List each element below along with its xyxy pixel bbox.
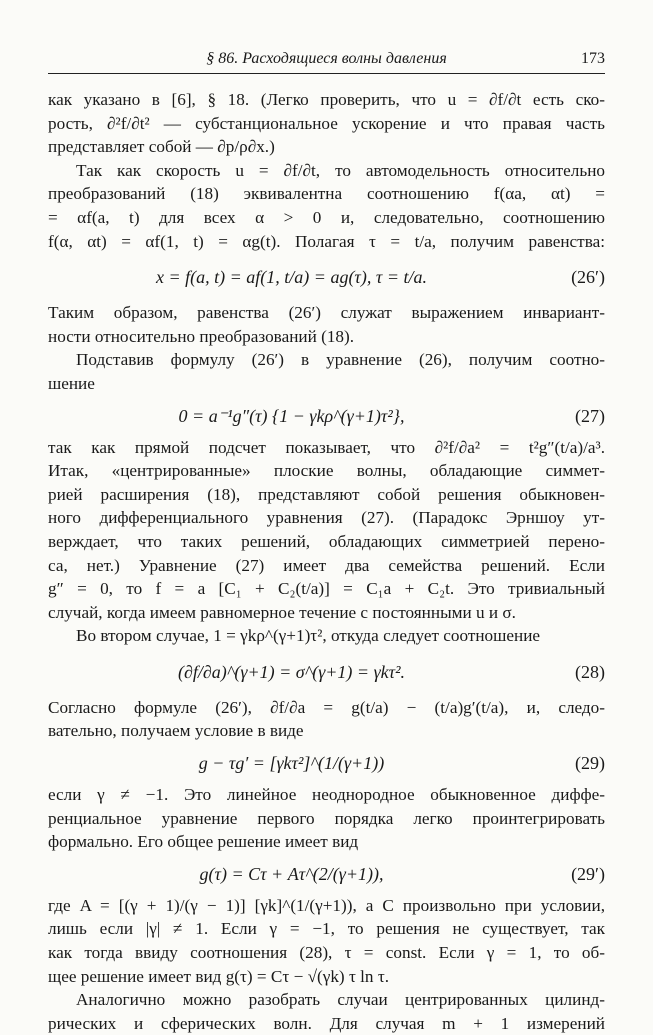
text-line: лишь если |γ| ≠ 1. Если γ = −1, то решения не существует, так	[48, 919, 605, 939]
text-line: Так как скорость u = ∂f/∂t, то автомодельность относительно	[76, 160, 605, 180]
text-line: f(α, αt) = αf(1, t) = αg(t). Полагая τ = t/a, получим равенства:	[48, 231, 605, 251]
text-line: так как прямой подсчет показывает, что ∂²f/∂a² = t²g″(t/a)/a³.	[48, 437, 605, 457]
text-line: случай, когда имеем равномерное течение с постоянными u и σ.	[48, 602, 516, 622]
text-line: как указано в [6], § 18. (Легко проверить, что u = ∂f/∂t есть ско-	[48, 90, 605, 109]
text-line: преобразований (18) эквивалентна соотношению f(αa, αt) =	[48, 184, 605, 204]
text-line: вательно, получаем условие в виде	[48, 721, 304, 741]
text-line: Подставив формулу (26′) в уравнение (26), получим соотно-	[76, 350, 605, 370]
equation-number: (26′)	[571, 267, 605, 288]
equation	[48, 854, 605, 894]
page-header	[48, 50, 605, 74]
text-line: Согласно формуле (26′), ∂f/∂a = g(t/a) − (t/a)g′(t/a), и, следо-	[48, 697, 605, 717]
text-line: g″ = 0, то f = a [C₁ + C₂(t/a)] = C₁a + C₂t. Это тривиальный	[48, 579, 605, 599]
equation-formula: g(τ) = Cτ + Aτ^(2/(γ+1)),	[199, 863, 384, 884]
page-body	[48, 88, 605, 1035]
header-rule	[48, 73, 605, 74]
text-line: рических и сферических волн. Для случая m + 1 измерений	[48, 1013, 605, 1033]
text-line: рость, ∂²f/∂t² — субстанциональное ускорение и что правая часть	[48, 113, 605, 133]
equation-number: (29)	[575, 753, 605, 774]
page-number: 173	[581, 50, 605, 67]
text-line: ности относительно преобразований (18).	[48, 326, 355, 346]
text-line: ренциальное уравнение первого порядка легко проинтегрировать	[48, 808, 605, 828]
text-line: Во втором случае, 1 = γkρ^(γ+1)τ², откуда следует соотношение	[76, 626, 541, 646]
equation-number: (28)	[575, 661, 605, 682]
equation	[48, 648, 605, 696]
text-line: верждает, что таких решений, обладающих симметрией перено-	[48, 531, 605, 551]
text-line: как тогда ввиду соотношения (28), τ = const. Если γ = 1, то об-	[48, 943, 605, 963]
equation-number: (29′)	[571, 863, 605, 884]
text-line: Аналогично можно разобрать случаи центрированных цилинд-	[76, 990, 605, 1010]
text-line: Таким образом, равенства (26′) служат выражением инвариант-	[48, 303, 605, 323]
equation	[48, 396, 605, 436]
running-title: § 86. Расходящиеся волны давления	[206, 50, 447, 67]
text-line: щее решение имеет вид g(τ) = Cτ − √(γk) τ ln τ.	[48, 966, 390, 986]
text-line: рией расширения (18), представляют собой решения обыкновен-	[48, 484, 605, 504]
equation-formula: g − τg′ = [γkτ²]^(1/(γ+1))	[198, 753, 385, 774]
text-line: ного дифференциального уравнения (27). (Парадокс Эрншоу ут-	[48, 508, 605, 528]
text-line: шение	[48, 373, 95, 393]
text-line: если γ ≠ −1. Это линейное неоднородное обыкновенное диффе-	[48, 785, 605, 805]
text-line: Итак, «центрированные» плоские волны, обладающие симмет-	[48, 461, 605, 481]
text-line: где A = [(γ + 1)/(γ − 1)] [γk]^(1/(γ+1)), а C произвольно при условии,	[48, 895, 605, 915]
equation-formula: 0 = a⁻¹g″(τ) {1 − γkρ^(γ+1)τ²},	[178, 405, 405, 426]
equation-formula: (∂f/∂a)^(γ+1) = σ^(γ+1) = γkτ².	[177, 661, 405, 682]
equation-number: (27)	[575, 405, 605, 426]
text-line: формально. Его общее решение имеет вид	[48, 832, 359, 852]
equation	[48, 743, 605, 783]
equation-formula: x = f(a, t) = af(1, t/a) = ag(τ), τ = t/a.	[156, 267, 427, 288]
text-line: са, нет.) Уравнение (27) имеет два семейства решений. Если	[48, 555, 605, 575]
equation	[48, 253, 605, 301]
text-line: представляет собой — ∂p/ρ∂x.)	[48, 137, 275, 157]
text-line: = αf(a, t) для всех α > 0 и, следовательно, соотношению	[48, 207, 605, 227]
